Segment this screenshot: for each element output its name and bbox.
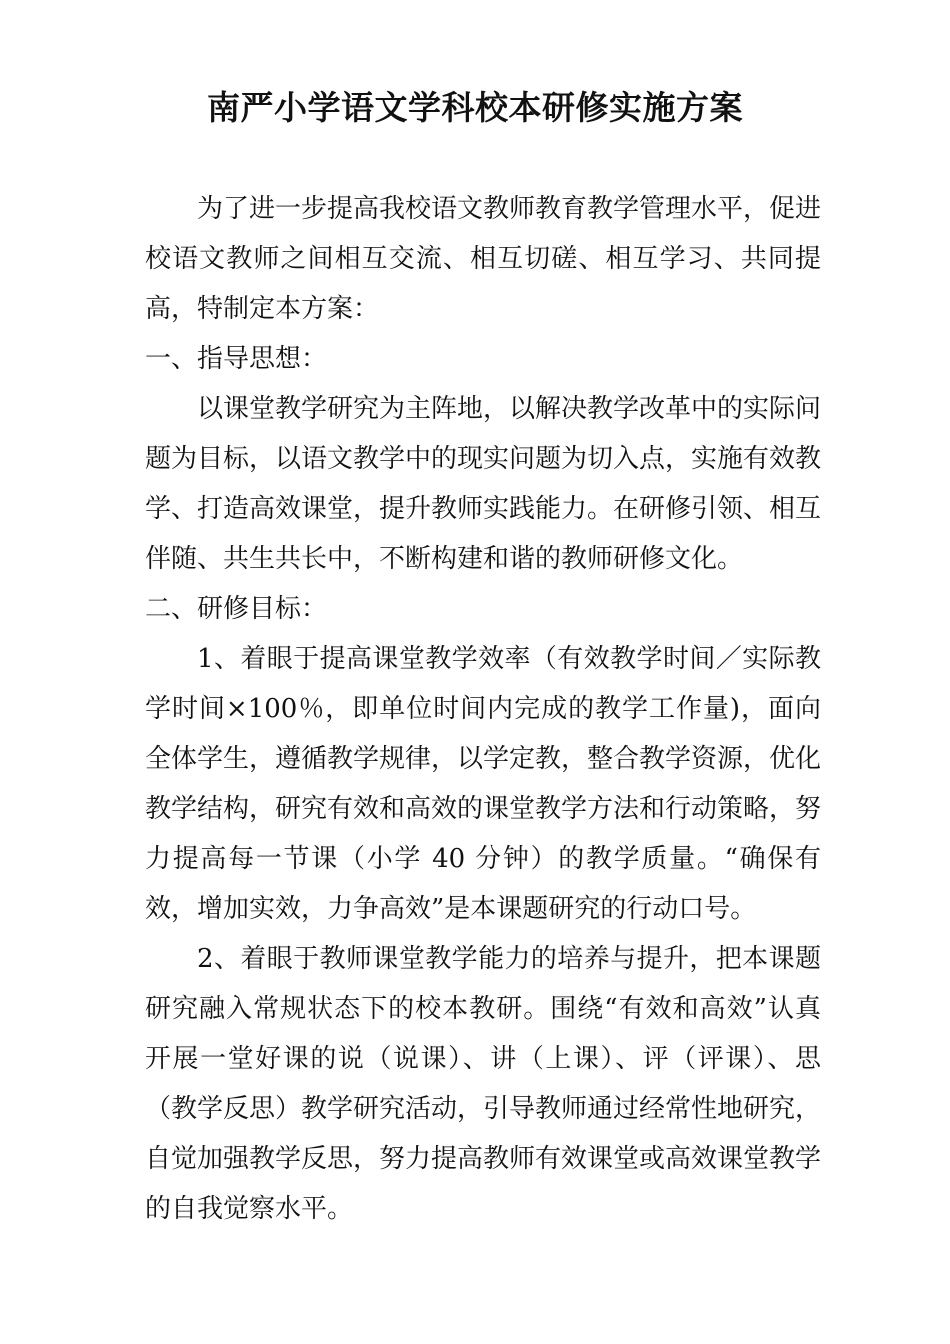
- document-body: [145, 184, 821, 1234]
- document-title: 南严小学语文学科校本研修实施方案: [207, 88, 743, 127]
- guiding-ideology-paragraph: 以课堂教学研究为主阵地，以解决教学改革中的实际问题为目标，以语文教学中的现实问题为切入点，实施有效教学、打造高效课堂，提升教师实践能力。在研修引领、相互伴随、共生共长中，不断构建和谐的教师研修文化。: [145, 394, 822, 574]
- goal-item-2: 2、着眼于教师课堂教学能力的培养与提升，把本课题研究融入常规状态下的校本教研。围绕“有效和高效”认真开展一堂好课的说（说课）、讲（上课）、评（评课）、思（教学反思）教学研究活动，引导教师通过经常性地研究，自觉加强教学反思，努力提高教师有效课堂或高效课堂教学的自我觉察水平。: [145, 944, 822, 1224]
- section-heading-guiding-ideology: 一、指导思想：: [145, 344, 328, 374]
- intro-paragraph: 为了进一步提高我校语文教师教育教学管理水平，促进校语文教师之间相互交流、相互切磋、相互学习、共同提高，特制定本方案：: [145, 194, 822, 324]
- section-heading-research-goals: 二、研修目标：: [145, 594, 328, 624]
- goal-item-1: 1、着眼于提高课堂教学效率（有效教学时间／实际教学时间×100％，即单位时间内完成的教学工作量)，面向全体学生，遵循教学规律，以学定教，整合教学资源，优化教学结构，研究有效和高效的课堂教学方法和行动策略，努力提高每一节课（小学 40 分钟）的教学质量。“确保有效，增加实效，力争高效”是本课题研究的行动口号。: [145, 644, 822, 924]
